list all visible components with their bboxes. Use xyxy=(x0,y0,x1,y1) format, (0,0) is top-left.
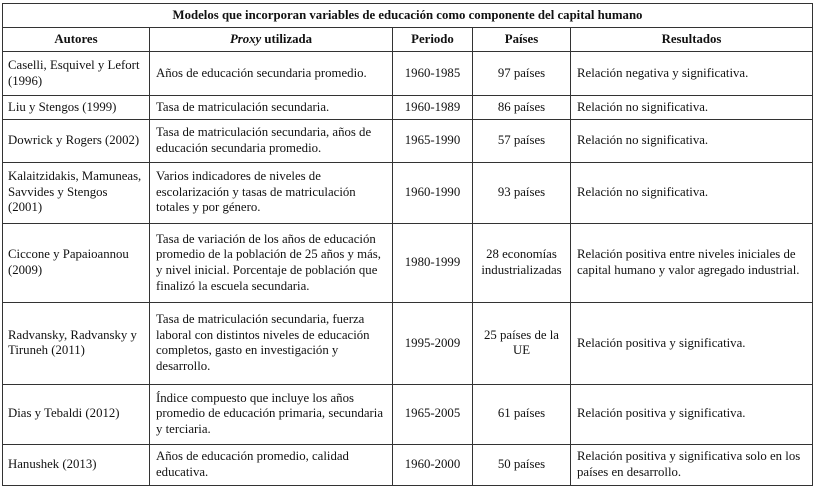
cell-autores: Ciccone y Papaioannou (2009) xyxy=(3,223,150,302)
header-proxy-italic: Proxy xyxy=(229,31,262,46)
cell-paises: 25 países de la UE xyxy=(473,303,571,384)
table-row xyxy=(3,223,813,302)
cell-paises: 97 países xyxy=(473,52,571,96)
table-title: Modelos que incorporan variables de educación como componente del capital humano xyxy=(3,4,813,28)
cell-proxy: Tasa de matriculación secundaria, fuerza laboral con distintos niveles de educación completos, gasto en investigación y desarrollo. xyxy=(150,303,393,384)
table-row xyxy=(3,384,813,444)
cell-proxy: Años de educación promedio, calidad educativa. xyxy=(150,444,393,485)
header-autores: Autores xyxy=(3,28,150,52)
cell-autores: Hanushek (2013) xyxy=(3,444,150,485)
cell-periodo: 1960-1989 xyxy=(393,96,473,120)
cell-paises: 50 países xyxy=(473,444,571,485)
cell-paises: 57 países xyxy=(473,120,571,162)
table-row xyxy=(3,96,813,120)
cell-periodo: 1965-2005 xyxy=(393,384,473,444)
cell-resultados: Relación positiva entre niveles iniciales de capital humano y valor agregado industrial. xyxy=(571,223,813,302)
cell-resultados: Relación negativa y significativa. xyxy=(571,52,813,96)
table-row xyxy=(3,444,813,485)
cell-resultados: Relación positiva y significativa solo en los países en desarrollo. xyxy=(571,444,813,485)
cell-autores: Radvansky, Radvansky y Tiruneh (2011) xyxy=(3,303,150,384)
cell-paises: 93 países xyxy=(473,162,571,223)
header-paises: Países xyxy=(473,28,571,52)
cell-proxy: Varios indicadores de niveles de escolarización y tasas de matriculación totales y por género. xyxy=(150,162,393,223)
cell-paises: 61 países xyxy=(473,384,571,444)
cell-proxy: Índice compuesto que incluye los años promedio de educación primaria, secundaria y terciaria. xyxy=(150,384,393,444)
cell-periodo: 1980-1999 xyxy=(393,223,473,302)
cell-resultados: Relación no significativa. xyxy=(571,162,813,223)
table-header-row xyxy=(3,28,813,52)
cell-resultados: Relación no significativa. xyxy=(571,96,813,120)
cell-autores: Kalaitzidakis, Mamuneas, Savvides y Stengos (2001) xyxy=(3,162,150,223)
education-models-table xyxy=(2,3,813,486)
cell-proxy: Tasa de variación de los años de educación promedio de la población de 25 años y más, y nivel inicial. Porcentaje de población que finalizó la escuela secundaria. xyxy=(150,223,393,302)
cell-periodo: 1960-1985 xyxy=(393,52,473,96)
table-row xyxy=(3,52,813,96)
header-proxy xyxy=(150,28,393,52)
cell-proxy: Tasa de matriculación secundaria. xyxy=(150,96,393,120)
cell-proxy: Años de educación secundaria promedio. xyxy=(150,52,393,96)
cell-periodo: 1960-1990 xyxy=(393,162,473,223)
table-row xyxy=(3,303,813,384)
cell-periodo: 1995-2009 xyxy=(393,303,473,384)
cell-autores: Dowrick y Rogers (2002) xyxy=(3,120,150,162)
cell-autores: Dias y Tebaldi (2012) xyxy=(3,384,150,444)
header-resultados: Resultados xyxy=(571,28,813,52)
cell-autores: Liu y Stengos (1999) xyxy=(3,96,150,120)
header-proxy-rest: utilizada xyxy=(261,31,313,46)
cell-paises: 86 países xyxy=(473,96,571,120)
cell-proxy: Tasa de matriculación secundaria, años de educación secundaria promedio. xyxy=(150,120,393,162)
cell-resultados: Relación positiva y significativa. xyxy=(571,303,813,384)
table-row xyxy=(3,120,813,162)
cell-periodo: 1960-2000 xyxy=(393,444,473,485)
cell-periodo: 1965-1990 xyxy=(393,120,473,162)
header-periodo: Periodo xyxy=(393,28,473,52)
cell-autores: Caselli, Esquivel y Lefort (1996) xyxy=(3,52,150,96)
cell-paises: 28 economías industrializadas xyxy=(473,223,571,302)
table-title-row xyxy=(3,4,813,28)
table-row xyxy=(3,162,813,223)
cell-resultados: Relación no significativa. xyxy=(571,120,813,162)
cell-resultados: Relación positiva y significativa. xyxy=(571,384,813,444)
